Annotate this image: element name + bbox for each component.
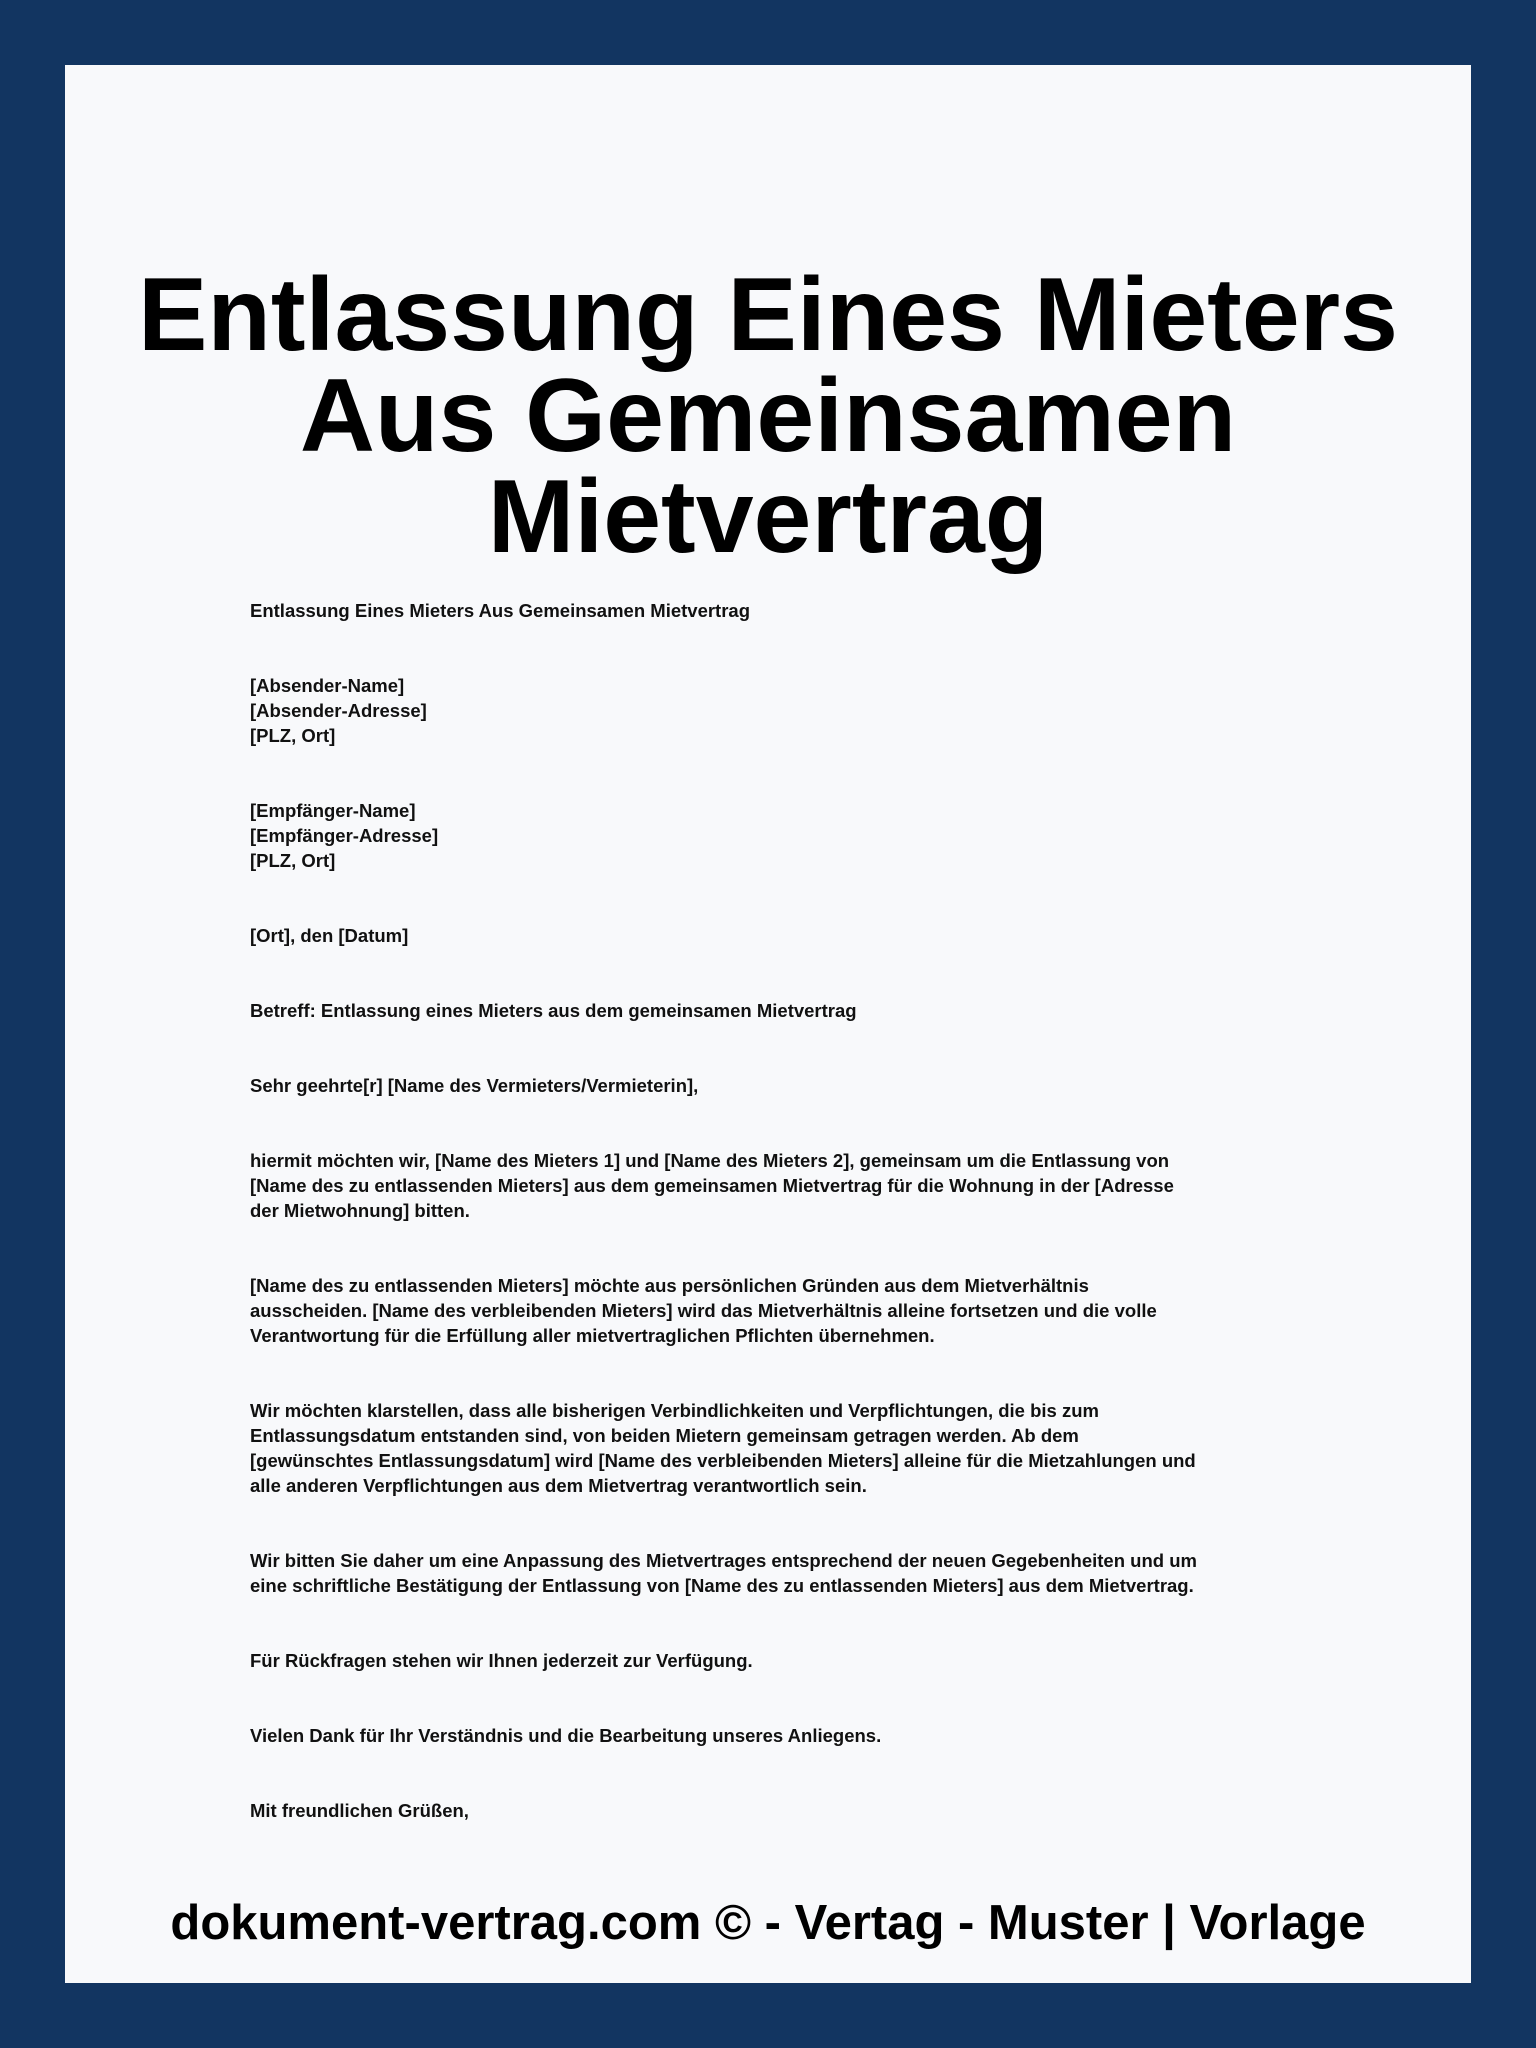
subject-line: Betreff: Entlassung eines Mieters aus dem gemeinsamen Mietvertrag [250, 1000, 857, 1021]
paragraph-2: [Name des zu entlassenden Mieters] möchte aus persönlichen Gründen aus dem Mietverhältnis ausscheiden. [Name des verbleibenden Mieters] wird das Mietverhältnis alleine fortsetzen und die volle Verantwortung für die Erfüllung aller mietvertraglichen Pflichten übernehmen. [250, 1275, 1157, 1346]
document-page [65, 65, 1471, 1983]
title-line-3: Mietvertrag [487, 459, 1049, 575]
title-line-1: Entlassung Eines Mieters [138, 257, 1398, 373]
document-title [65, 257, 1471, 575]
paragraph-6: Vielen Dank für Ihr Verständnis und die Bearbeitung unseres Anliegens. [250, 1725, 882, 1746]
paragraph-5: Für Rückfragen stehen wir Ihnen jederzeit zur Verfügung. [250, 1650, 753, 1671]
paragraph-3: Wir möchten klarstellen, dass alle bisherigen Verbindlichkeiten und Verpflichtungen, die bis zum Entlassungsdatum entstanden sind, von beiden Mietern gemeinsam getragen werden. Ab dem [gewünschtes Entlassungsdatum] wird [Name des verbleibenden Mieters] alleine für die Mietzahlungen und alle anderen Verpflichtungen aus dem Mietvertrag verantwortlich sein. [250, 1400, 1196, 1496]
letter-heading: Entlassung Eines Mieters Aus Gemeinsamen Mietvertrag [250, 600, 751, 621]
recipient-block: [Empfänger-Name] [Empfänger-Adresse] [PLZ, Ort] [250, 800, 439, 871]
paragraph-1: hiermit möchten wir, [Name des Mieters 1] und [Name des Mieters 2], gemeinsam um die Entlassung von [Name des zu entlassenden Mieters] aus dem gemeinsamen Mietvertrag für die Wohnung in der [Adresse der Mietwohnung] bitten. [250, 1150, 1174, 1221]
paragraph-4: Wir bitten Sie daher um eine Anpassung des Mietvertrages entsprechend der neuen Gegebenheiten und um eine schriftliche Bestätigung der Entlassung von [Name des zu entlassenden Mieters] aus dem Mietvertrag. [250, 1550, 1197, 1596]
title-line-2: Aus Gemeinsamen [299, 358, 1237, 474]
salutation: Sehr geehrte[r] [Name des Vermieters/Vermieterin], [250, 1075, 699, 1096]
place-date: [Ort], den [Datum] [250, 925, 409, 946]
footer-watermark: dokument-vertrag.com © - Vertag - Muster | Vorlage [170, 1896, 1366, 1950]
closing: Mit freundlichen Grüßen, [250, 1800, 469, 1821]
letter-body [250, 598, 1350, 1823]
sender-block: [Absender-Name] [Absender-Adresse] [PLZ, Ort] [250, 675, 427, 746]
